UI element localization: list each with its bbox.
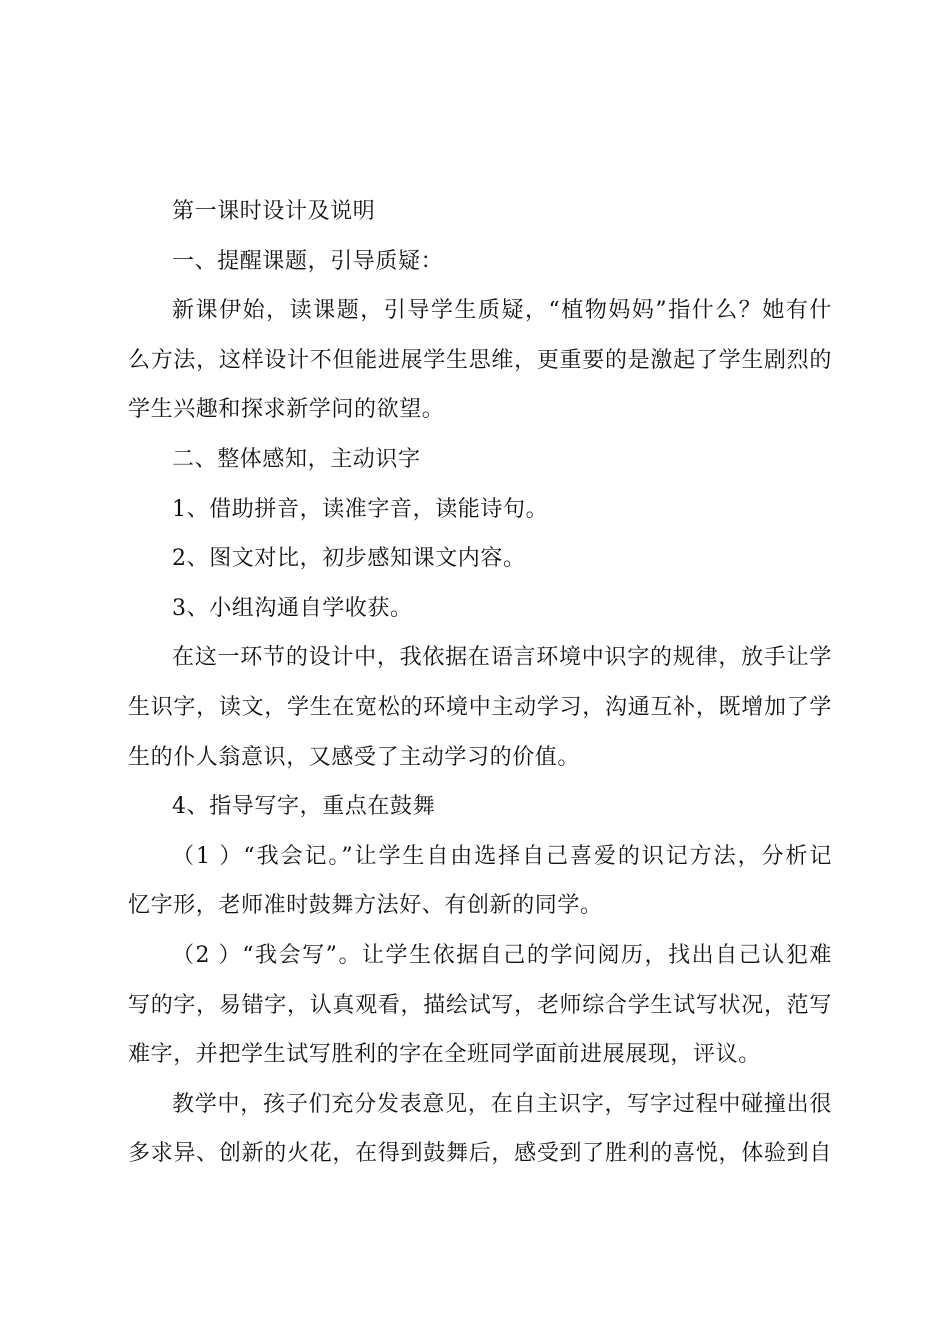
list-item <box>128 584 832 634</box>
text-line: 生识字，读文，学生在宽松的环境中主动学习，沟通互补，既增加了学 <box>128 694 832 720</box>
subsection-heading <box>128 237 832 287</box>
document-body <box>128 187 832 1179</box>
text-line: 生的仆人翁意识，又感受了主动学习的价值。 <box>128 744 581 770</box>
text-line: 教学中，孩子们充分发表意见，在自主识字，写字过程中碰撞出很 <box>172 1091 832 1117</box>
text-line: 忆字形，老师准时鼓舞方法好、有创新的同学。 <box>128 893 603 919</box>
text-line: 第一课时设计及说明 <box>172 199 376 224</box>
text-line: 二、整体感知，主动识字 <box>172 446 421 472</box>
text-line: 写的字，易错字，认真观看，描绘试写，老师综合学生试写状况，范写 <box>128 992 832 1018</box>
text-line: （1 ）“我会记。”让学生自由选择自己喜爱的识记方法，分析记 <box>172 843 832 869</box>
body-paragraph <box>128 1080 832 1179</box>
list-item <box>128 534 832 584</box>
text-line: 2、图文对比，初步感知课文内容。 <box>172 546 526 572</box>
text-line: 在这一环节的设计中，我依据在语言环境中识字的规律，放手让学 <box>172 645 832 671</box>
text-line: （2 ）“我会写”。让学生依据自己的学问阅历，找出自己认犯难 <box>172 942 832 968</box>
text-line: 新课伊始，读课题，引导学生质疑，“植物妈妈”指什么？她有什 <box>172 298 832 324</box>
subsection-heading <box>128 435 832 485</box>
text-line: 3、小组沟通自学收获。 <box>172 595 413 621</box>
list-item <box>128 782 832 832</box>
text-line: 4、指导写字，重点在鼓舞 <box>172 794 436 820</box>
text-line: 多求异、创新的火花，在得到鼓舞后，感受到了胜利的喜悦，体验到自 <box>128 1141 832 1167</box>
text-line: 1、借助拼音，读准字音，读能诗句。 <box>172 496 549 522</box>
body-paragraph <box>128 832 832 931</box>
body-paragraph <box>128 286 832 435</box>
text-line: 学生兴趣和探求新学问的欲望。 <box>128 397 445 423</box>
section-heading <box>128 187 832 237</box>
body-paragraph <box>128 931 832 1080</box>
text-line: 么方法，这样设计不但能进展学生思维，更重要的是激起了学生剧烈的 <box>128 347 832 373</box>
list-item <box>128 485 832 535</box>
text-line: 一、提醒课题，引导质疑： <box>172 248 444 274</box>
body-paragraph <box>128 633 832 782</box>
text-line: 难字，并把学生试写胜利的字在全班同学面前进展展现，评议。 <box>128 1042 761 1068</box>
